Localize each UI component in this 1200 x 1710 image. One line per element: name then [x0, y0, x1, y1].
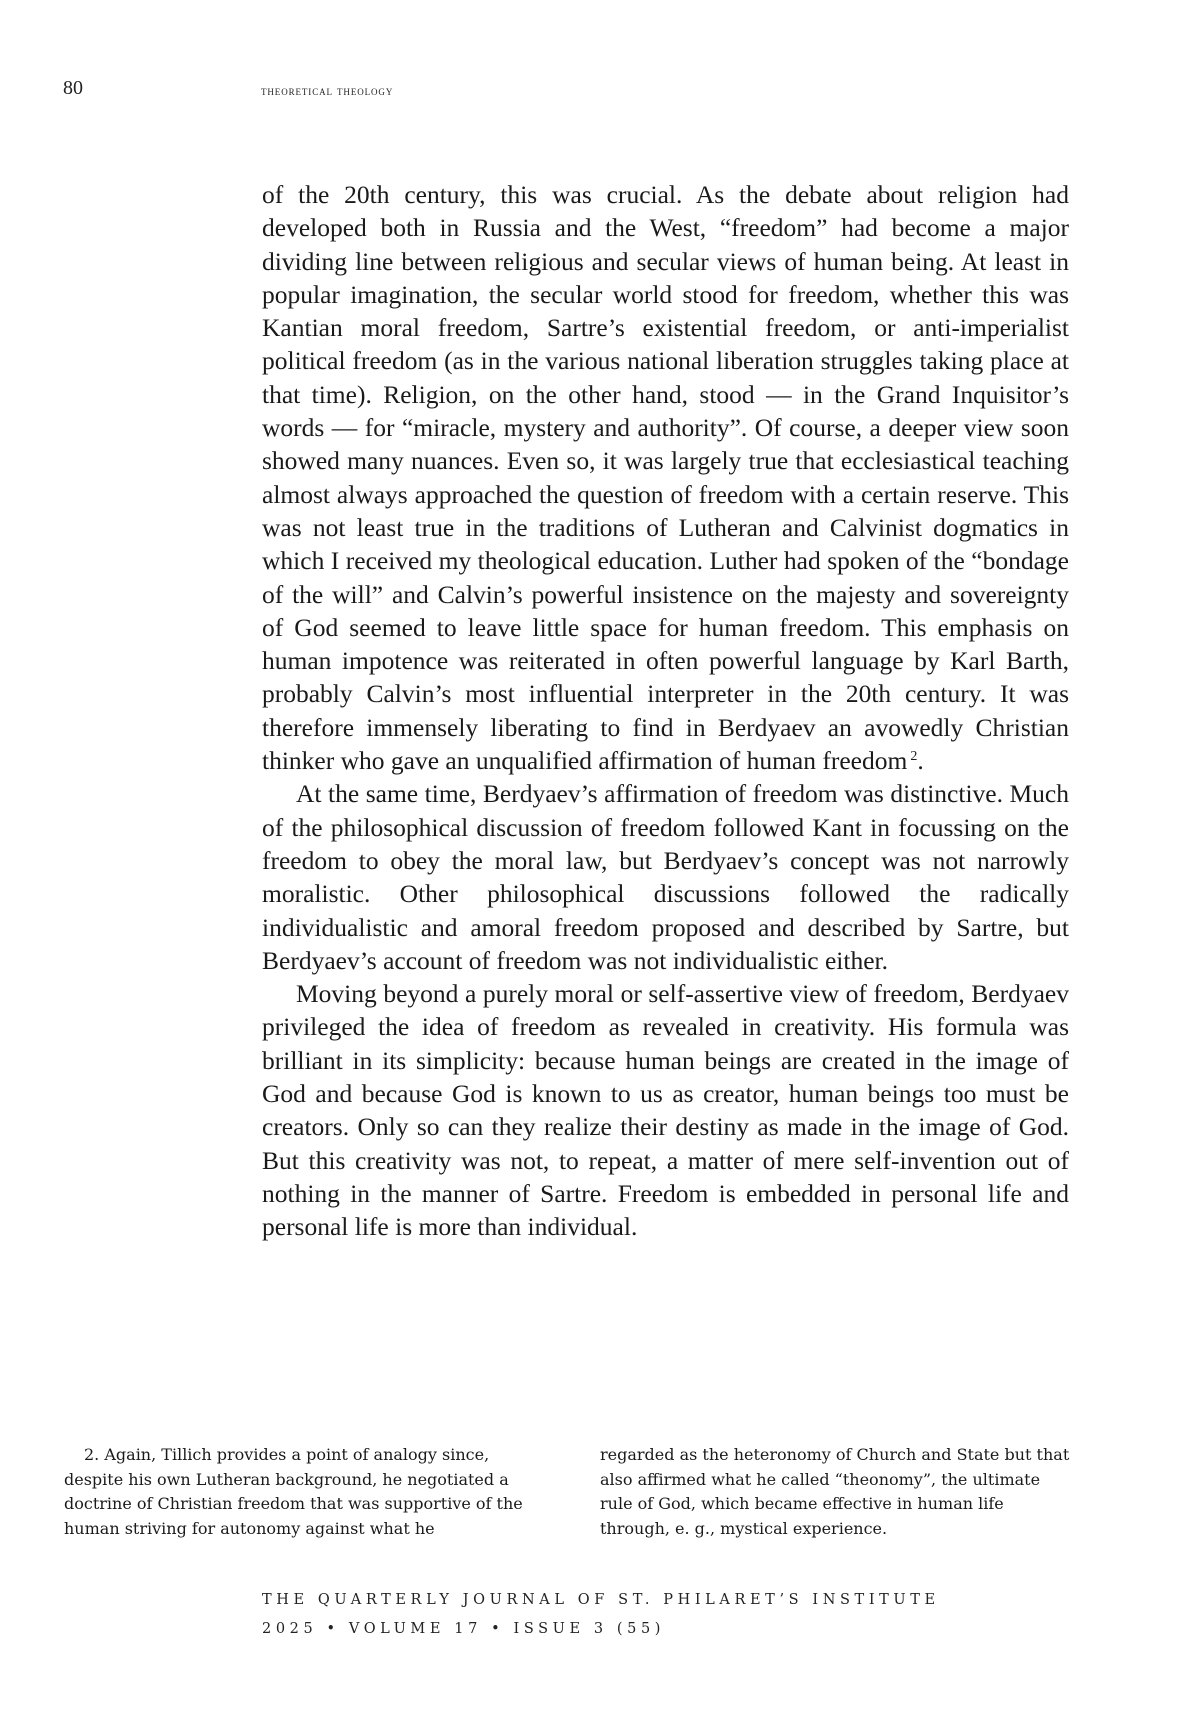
running-head: theoretical theology	[261, 83, 394, 98]
footnote-2-left-column	[64, 1443, 534, 1541]
body-text	[262, 178, 1069, 1244]
footnote-2-text-part-1: 2. Again, Tillich provides a point of analogy since, despite his own Lutheran background, he negotiated a doctrine of Christian freedom that was supportive of the human striving for autonomy against what he	[64, 1445, 523, 1538]
footer-issue-info: 2025 • VOLUME 17 • ISSUE 3 (55)	[262, 1621, 666, 1637]
footnote-2-text-part-2: regarded as the heteronomy of Church and State but that also affirmed what he called “theonomy”, the ultimate rule of God, which became effective in human life through, e. g., mystical experience.	[600, 1445, 1070, 1538]
paragraph-2: At the same time, Berdyaev’s affirmation of freedom was distinctive. Much of the philosophical discussion of freedom followed Kant in focussing on the freedom to obey the moral law, but Berdyaev’s concept was not narrowly moralistic. Other philosophical discussions followed the radically individualistic and amoral freedom proposed and described by Sartre, but Berdyaev’s account of freedom was not individualistic either.	[262, 779, 1069, 975]
page-number: 80	[63, 77, 83, 99]
paragraph-1	[262, 178, 1069, 777]
footnote-ref-2[interactable]: 2	[910, 749, 918, 765]
paragraph-1-end: .	[917, 746, 924, 776]
paragraph-3: Moving beyond a purely moral or self-assertive view of freedom, Berdyaev privileged the idea of freedom as revealed in creativity. His formula was brilliant in its simplicity: because human beings are created in the image of God and because God is known to us as creator, human beings too must be creators. Only so can they realize their destiny as made in the image of God. But this creativity was not, to repeat, a matter of mere self-invention out of nothing in the manner of Sartre. Freedom is embedded in personal life and personal life is more than individual.	[262, 979, 1069, 1242]
footnotes	[64, 1443, 1070, 1541]
footnote-2-right-column	[600, 1443, 1070, 1541]
paragraph-1-text: of the 20th century, this was crucial. As the debate about religion had developed both in Russia and the West, “freedom” had become a major dividing line between religious and secular views of human being. At least in popular imagination, the secular world stood for freedom, whether this was Kantian moral freedom, Sartre’s existential freedom, or anti-imperialist political freedom (as in the various national liberation struggles taking place at that time). Religion, on the other hand, stood — in the Grand Inquisitor’s words — for “miracle, mystery and authority”. Of course, a deeper view soon showed many nuances. Even so, it was largely true that ecclesiastical teaching almost always approached the question of freedom with a certain reserve. This was not least true in the traditions of Lutheran and Calvinist dogmatics in which I received my theological education. Luther had spoken of the “bondage of the will” and Calvin’s powerful insistence on the majesty and sovereignty of God seemed to leave little space for human freedom. This emphasis on human impotence was reiterated in often powerful language by Karl Barth, probably Calvin’s most influential interpreter in the 20th century. It was therefore immensely liberating to find in Berdyaev an avowedly Christian thinker who gave an unqualified affirmation of human freedom	[262, 180, 1069, 776]
page-footer	[262, 1586, 940, 1644]
footer-journal-title: THE QUARTERLY JOURNAL OF ST. PHILARET’S INSTITUTE	[262, 1592, 940, 1608]
